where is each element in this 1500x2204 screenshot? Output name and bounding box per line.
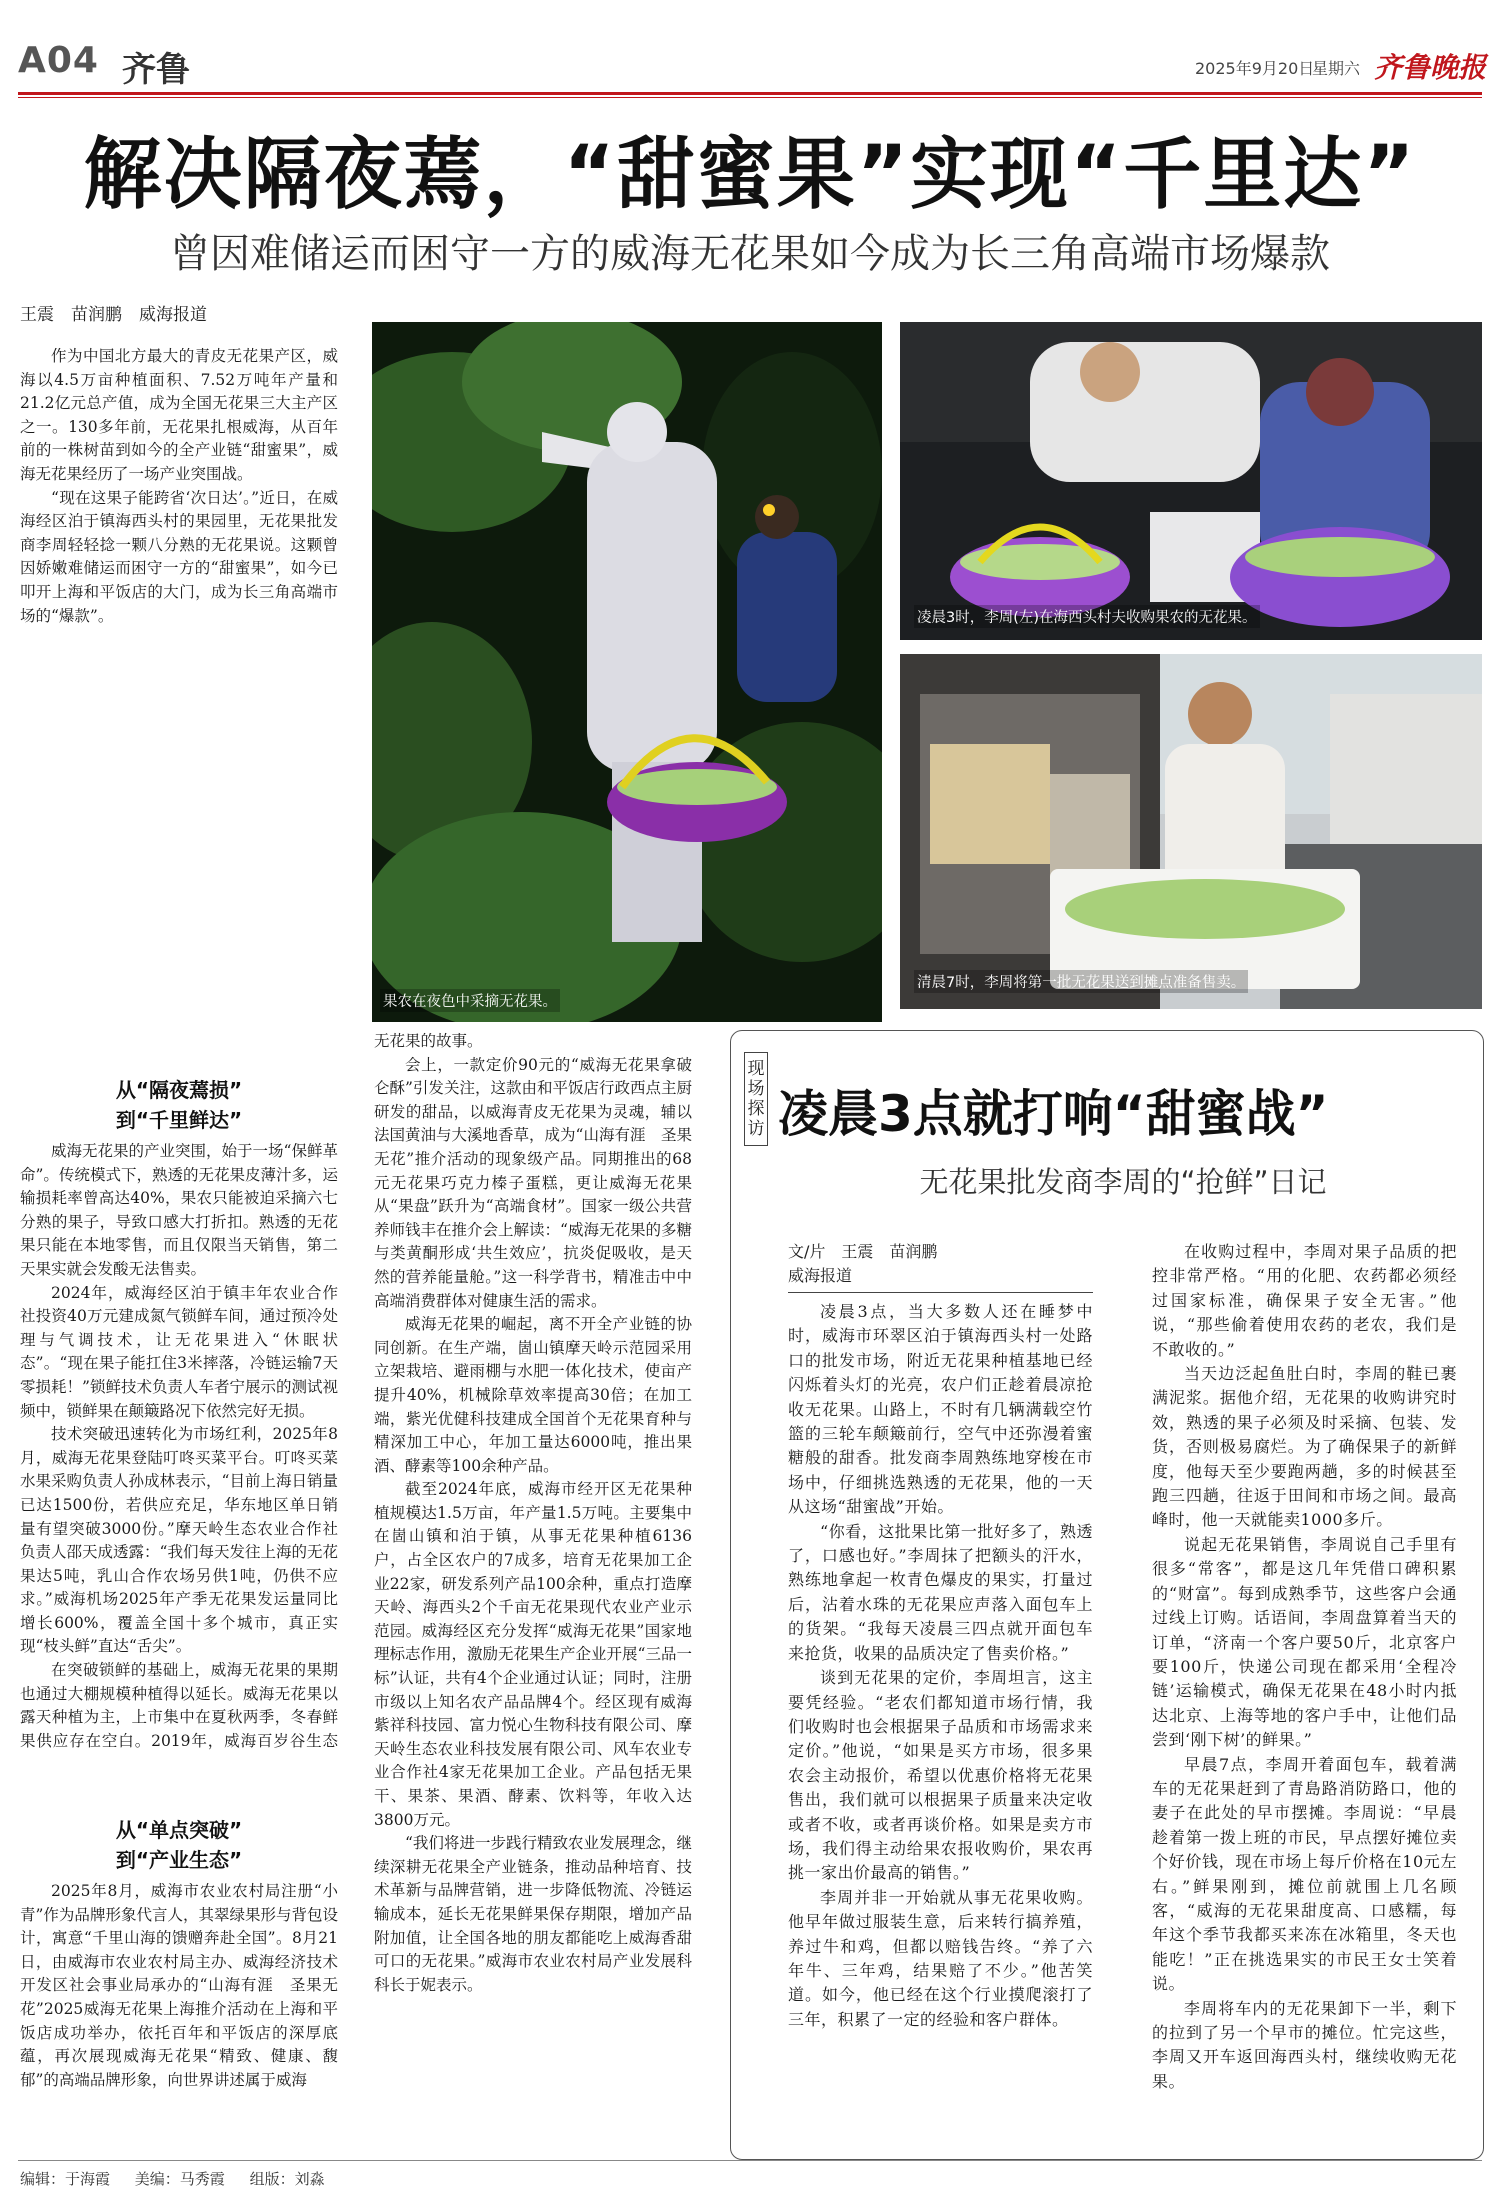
headline: 解决隔夜蔫，“甜蜜果”实现“千里达” bbox=[83, 130, 1417, 220]
sidebar-title: 凌晨3点就打响“甜蜜战” bbox=[778, 1085, 1329, 1143]
paragraph: 截至2024年底，威海市经开区无花果种植规模达1.5万亩，年产量1.5万吨。主要集中在崮山镇和泊于镇，从事无花果种植6136户，占全区农户的7成多，培育无花果加工企业22家，研发系列产品100余种，重点打造摩天岭、海西头2个千亩无花果现代农业产业示范园。威海经区充分发挥“威海无花果”国家地理标志作用，激励无花果生产企业开展“三品一标”认证，共有4个企业通过认证；同时，注册市级以上知名农产品品牌4个。经区现有威海紫祥科技园、富力悦心生物科技有限公司、摩天岭生态农业科技发展有限公司、风车农业专业合作社4家无花果加工企业。产品包括无果干、果茶、果酒、酵素、饮料等，年收入达3800万元。 bbox=[374, 1480, 692, 1829]
paragraph: 威海无花果的崛起，离不开全产业链的协同创新。在生产端，崮山镇摩天岭示范园采用立架栽培、避雨棚与水肥一体化技术，使亩产提升40%，机械除草效率提高30倍；在加工端，紫光优健科技建成全国首个无花果育种与精深加工中心，年加工量达6000吨，推出果酒、酵素等100余种产品。 bbox=[374, 1315, 692, 1475]
sidebar-tag: 现场探访 bbox=[744, 1052, 768, 1146]
subheadline: 曾因难储运而困守一方的威海无花果如今成为长三角高端市场爆款 bbox=[170, 231, 1330, 277]
paragraph: 谈到无花果的定价，李周坦言，这主要凭经验。“老农们都知道市场行情，我们收购时也会根据果子品质和市场需求来定价。”他说，“如果是买方市场，很多果农会主动报价，希望以优惠价格将无花果售出，我们就可以根据果子质量来决定收或者不收，或者再谈价格。如果是卖方市场，我们得主动给果农报收购价，果农再挑一家出价最高的销售。” bbox=[788, 1668, 1093, 1883]
article-col1b bbox=[20, 1140, 338, 1755]
section-name: 齐鲁 bbox=[122, 50, 190, 90]
photo-delivery bbox=[900, 654, 1482, 1009]
photo-caption: 清晨7时，李周将第一批无花果送到摊点准备售卖。 bbox=[914, 970, 1248, 993]
sidebar-subtitle: 无花果批发商李周的“抢鲜”日记 bbox=[919, 1165, 1327, 1199]
photo-purchase bbox=[900, 322, 1482, 640]
paragraph: “我们将进一步践行精致农业发展理念，继续深耕无花果全产业链条，推动品种培育、技术革新与品牌营销，进一步降低物流、冷链运输成本，延长无花果鲜果保存期限，增加产品附加值，让全国各地的朋友都能吃上威海香甜可口的无花果。”威海市农业农村局产业发展科科长于妮表示。 bbox=[374, 1834, 692, 1994]
photo-caption: 凌晨3时，李周(左)在海西头村夫收购果农的无花果。 bbox=[914, 605, 1260, 628]
paragraph: 当天边泛起鱼肚白时，李周的鞋已裹满泥浆。据他介绍，无花果的收购讲究时效，熟透的果子必须及时采摘、包装、发货，否则极易腐烂。为了确保果子的新鲜度，他每天至少要跑两趟，多的时候甚至跑三四趟，往返于田间和市场之间。最高峰时，他一天就能卖1000多斤。 bbox=[1152, 1364, 1457, 1530]
paragraph: 早晨7点，李周开着面包车，载着满车的无花果赶到了青島路消防路口，他的妻子在此处的早市摆摊。李周说：“早晨趁着第一拨上班的市民，早点摆好摊位卖个好价钱，现在市场上每斤价格在10元左右。”鲜果刚到，摊位前就围上几名顾客，“威海的无花果甜度高、口感糯，每年这个季节我都买来冻在冰箱里，冬天也能吃！”正在挑选果实的市民王女士笑着说。 bbox=[1152, 1754, 1457, 1994]
footer-design: 美编：马秀霞 bbox=[134, 2170, 225, 2188]
paragraph: 作为中国北方最大的青皮无花果产区，威海以4.5万亩种植面积、7.52万吨年产量和21.2亿元总产值，成为全国无花果三大主产区之一。130多年前，无花果扎根威海，从百年前的一株树苗到如今的全产业链“甜蜜果”，威海无花果经历了一场产业突围战。 bbox=[20, 347, 338, 483]
page-number: A04 bbox=[18, 40, 99, 81]
sidebar-byline-rule bbox=[788, 1292, 1093, 1293]
paragraph: 凌晨3点，当大多数人还在睡梦中时，威海市环翠区泊于镇海西头村一处路口的批发市场，附近无花果种植基地已经闪烁着头灯的光亮，农户们正趁着晨凉抢收无花果。山路上，不时有几辆满载空竹篮的三轮车颠簸前行，空气中还弥漫着蜜糖般的甜香。批发商李周熟练地穿梭在市场中，仔细挑选熟透的无花果，他的一天从这场“甜蜜战”开始。 bbox=[788, 1302, 1093, 1517]
article-col2 bbox=[374, 1030, 692, 2155]
sidebar-byline: 文/片 王震 苗润鹏 威海报道 bbox=[788, 1242, 938, 1285]
paragraph: 威海无花果的产业突围，始于一场“保鲜革命”。传统模式下，熟透的无花果皮薄汁多，运输损耗率曾高达40%，果农只能被迫采摘六七分熟的果子，导致口感大打折扣。熟透的无花果只能在本地零售，而且仅限当天销售，第二天果实就会发酸无法售卖。 bbox=[20, 1142, 338, 1278]
paragraph: “现在这果子能跨省‘次日达’。”近日，在威海经区泊于镇海西头村的果园里，无花果批发商李周轻轻捻一颗八分熟的无花果说。这颗曾因娇嫩难储运而困守一方的“甜蜜果”，如今已叩开上海和平饭店的大门，成为长三角高端市场的“爆款”。 bbox=[20, 488, 338, 625]
newspaper-logo: 齐鲁晚报 bbox=[1374, 51, 1487, 84]
footer-credits bbox=[20, 2168, 345, 2189]
article-col1 bbox=[20, 345, 338, 1055]
sidebar-col1 bbox=[788, 1300, 1093, 2140]
footer-proof: 组版：刘淼 bbox=[249, 2170, 325, 2188]
paragraph: 在收购过程中，李周对果子品质的把控非常严格。“用的化肥、农药都必须经过国家标准，确保果子安全无害。”他说，“那些偷着使用农药的老农，我们是不敢收的。” bbox=[1152, 1242, 1457, 1359]
header-rule-thin bbox=[18, 97, 1482, 98]
paragraph: 在突破锁鲜的基础上，威海无花果的果期也通过大棚规模种植得以延长。威海无花果以露天种植为主，上市集中在夏秋两季，冬春鲜果供应存在空白。2019年，威海百岁谷生态 bbox=[20, 1661, 338, 1750]
footer-rule bbox=[18, 2160, 1482, 2161]
paragraph: 说起无花果销售，李周说自己手里有很多“常客”，都是这几年凭借口碑积累的“财富”。每到成熟季节，这些客户会通过线上订购。话语间，李周盘算着当天的订单，“济南一个客户要50斤，北京客户要100斤，快递公司现在都采用‘全程冷链’运输模式，确保无花果在48小时内抵达北京、上海等地的客户手中，让他们品尝到‘刚下树’的鲜果。” bbox=[1152, 1534, 1457, 1750]
paragraph: 无花果的故事。 bbox=[374, 1032, 483, 1050]
issue-date: 2025年9月20日 bbox=[1195, 59, 1315, 78]
footer-editor: 编辑：于海霞 bbox=[20, 2170, 111, 2188]
header-rule bbox=[18, 92, 1482, 95]
paragraph: 李周将车内的无花果卸下一半，剩下的拉到了另一个早市的摊位。忙完这些，李周又开车返回海西头村，继续收购无花果。 bbox=[1152, 1998, 1457, 2091]
section-subtitle-2: 从“单点突破” 到“产业生态” bbox=[115, 1818, 243, 1872]
photo-caption: 果农在夜色中采摘无花果。 bbox=[380, 989, 560, 1012]
paragraph: 技术突破迅速转化为市场红利，2025年8月，威海无花果登陆叮咚买菜平台。叮咚买菜水果采购负责人孙成林表示，“目前上海日销量已达1500份，若供应充足，华东地区单日销量有望突破3000份。”摩天岭生态农业合作社负责人邵天成透露：“我们每天发往上海的无花果达5吨，乳山合作农场另供1吨，仍供不应求。”威海机场2025年产季无花果发运量同比增长600%，覆盖全国十多个城市，真正实现“枝头鲜”直达“舌尖”。 bbox=[20, 1425, 338, 1656]
article-col1c bbox=[20, 1880, 338, 2150]
sidebar-col2 bbox=[1152, 1240, 1457, 2140]
paragraph: 2024年，威海经区泊于镇丰年农业合作社投资40万元建成氮气锁鲜车间，通过预冷处理与气调技术，让无花果进入“休眠状态”。“现在果子能扛住3米摔落，冷链运输7天零损耗！”锁鲜技术负责人车者宁展示的测试视频中，锁鲜果在颠簸路况下依然完好无损。 bbox=[20, 1283, 338, 1420]
paragraph: 李周并非一开始就从事无花果收购。他早年做过服装生意，后来转行搞养殖，养过牛和鸡，但都以赔钱告终。“养了六年牛、三年鸡，结果赔了不少。”他苦笑道。如今，他已经在这个行业摸爬滚打了三年，积累了一定的经验和客户群体。 bbox=[788, 1887, 1093, 2029]
paragraph: 2025年8月，威海市农业农村局注册“小青”作为品牌形象代言人，其翠绿果形与背包设计，寓意“千里山海的馈赠奔赴全国”。8月21日，由威海市农业农村局主办、威海经济技术开发区社会事业局承办的“山海有涯 圣果无花”2025威海无花果上海推介活动在上海和平饭店成功举办，依托百年和平饭店的深厚底蕴，再次展现威海无花果“精致、健康、馥郁”的高端品牌形象，向世界讲述属于威海 bbox=[20, 1882, 338, 2089]
article-byline: 王震 苗润鹏 威海报道 bbox=[20, 305, 207, 325]
issue-weekday: 星期六 bbox=[1312, 59, 1361, 78]
paragraph: “你看，这批果比第一批好多了，熟透了，口感也好。”李周抹了把额头的汗水，熟练地拿起一枚青色爆皮的果实，打量过后，沾着水珠的无花果应声落入面包车上的货架。“我每天凌晨三四点就开面包车来抢货，收果的品质决定了售卖价格。” bbox=[788, 1521, 1093, 1663]
section-subtitle-1: 从“隔夜蔫损” 到“千里鲜达” bbox=[115, 1078, 243, 1132]
photo-night-picking bbox=[372, 322, 882, 1022]
paragraph: 会上，一款定价90元的“威海无花果拿破仑酥”引发关注，这款由和平饭店行政西点主厨研发的甜品，以威海青皮无花果为灵魂，辅以法国黄油与大溪地香草，成为“山海有涯 圣果无花”推介活动的现象级产品。同期推出的68元无花果巧克力榛子蛋糕，更让威海无花果从“果盘”跃升为“高端食材”。国家一级公共营养师钱丰在推介会上解读：“威海无花果的多糖与类黄酮形成‘共生效应’，抗炎促吸收，是天然的营养能量舱。”这一科学背书，精准击中中高端消费群体对健康生活的需求。 bbox=[374, 1055, 692, 1310]
